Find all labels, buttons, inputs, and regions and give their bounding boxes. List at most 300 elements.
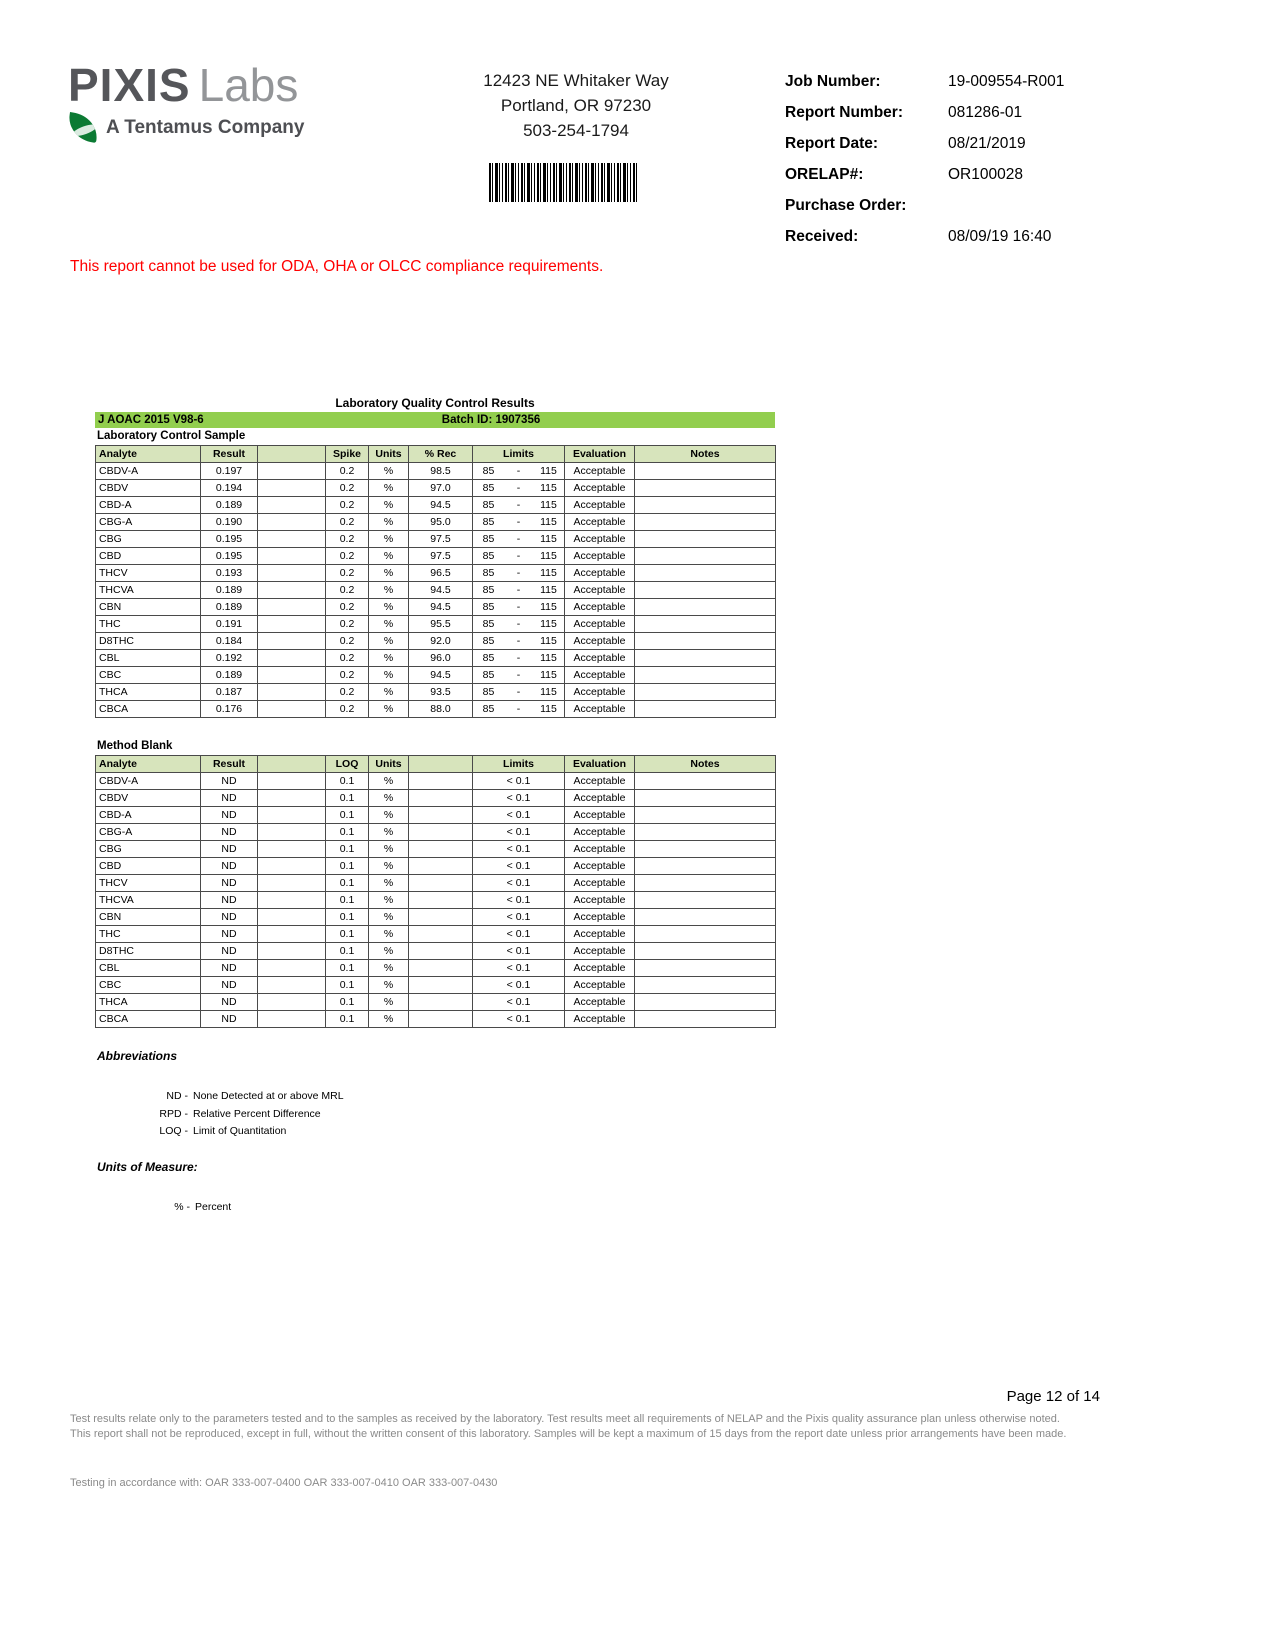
cell-result: 0.176	[201, 701, 258, 718]
cell-notes	[635, 824, 776, 841]
cell-limits: < 0.1	[473, 943, 565, 960]
cell-limits: 85 - 115	[473, 514, 565, 531]
lcs-table	[95, 445, 776, 718]
cell-rec: 95.5	[409, 616, 473, 633]
table-row	[96, 1011, 776, 1028]
cell-limits: < 0.1	[473, 960, 565, 977]
cell-analyte: CBDV-A	[96, 463, 201, 480]
field-purchase-order	[785, 190, 1205, 221]
cell-rec	[409, 960, 473, 977]
table-row	[96, 773, 776, 790]
cell-notes	[635, 701, 776, 718]
cell-evaluation: Acceptable	[565, 633, 635, 650]
cell-blank	[258, 565, 326, 582]
cell-limits: < 0.1	[473, 994, 565, 1011]
cell-result: ND	[201, 807, 258, 824]
cell-rec: 98.5	[409, 463, 473, 480]
field-label: Report Date:	[785, 135, 879, 152]
cell-blank	[258, 824, 326, 841]
cell-evaluation: Acceptable	[565, 824, 635, 841]
cell-analyte: CBD-A	[96, 497, 201, 514]
cell-notes	[635, 497, 776, 514]
field-job-number	[785, 66, 1205, 97]
cell-analyte: THCV	[96, 565, 201, 582]
cell-blank	[258, 582, 326, 599]
table-row	[96, 875, 776, 892]
cell-limits: 85 - 115	[473, 480, 565, 497]
cell-rec	[409, 943, 473, 960]
cell-blank	[258, 960, 326, 977]
cell-rec: 96.0	[409, 650, 473, 667]
cell-analyte: CBG-A	[96, 824, 201, 841]
mb-section-title: Method Blank	[97, 740, 173, 752]
cell-limits: < 0.1	[473, 790, 565, 807]
cell-units: %	[369, 701, 409, 718]
cell-evaluation: Acceptable	[565, 667, 635, 684]
cell-spike: 0.2	[326, 480, 369, 497]
table-row	[96, 994, 776, 1011]
cell-result: ND	[201, 773, 258, 790]
cell-loq: 0.1	[326, 858, 369, 875]
cell-analyte: CBN	[96, 909, 201, 926]
cell-rec: 94.5	[409, 582, 473, 599]
abbr-desc: Limit of Quantitation	[193, 1125, 287, 1137]
cell-evaluation: Acceptable	[565, 892, 635, 909]
cell-limits: < 0.1	[473, 977, 565, 994]
cell-analyte: THCV	[96, 875, 201, 892]
field-orelap	[785, 159, 1205, 190]
cell-loq: 0.1	[326, 994, 369, 1011]
table-row	[96, 514, 776, 531]
cell-spike: 0.2	[326, 599, 369, 616]
col-analyte: Analyte	[96, 446, 201, 463]
mb-header-row	[96, 756, 776, 773]
cell-limits: 85 - 115	[473, 616, 565, 633]
footer-disclaimer: Test results relate only to the parameters tested and to the samples as received by the laboratory. Test results meet all requirements of NELAP and the Pixis quality assurance plan unless otherwise noted. This report shall not be reproduced, except in full, without the written consent of this laboratory. Samples will be kept a maximum of 15 days from the report date unless prior arrangements have been made.	[70, 1413, 1067, 1440]
cell-loq: 0.1	[326, 824, 369, 841]
cell-rec	[409, 977, 473, 994]
mb-table	[95, 755, 776, 1028]
cell-evaluation: Acceptable	[565, 960, 635, 977]
cell-limits: 85 - 115	[473, 633, 565, 650]
cell-notes	[635, 480, 776, 497]
cell-result: ND	[201, 977, 258, 994]
uom-desc: Percent	[195, 1201, 232, 1213]
cell-evaluation: Acceptable	[565, 909, 635, 926]
cell-spike: 0.2	[326, 582, 369, 599]
cell-evaluation: Acceptable	[565, 480, 635, 497]
cell-rec	[409, 841, 473, 858]
cell-units: %	[369, 582, 409, 599]
cell-blank	[258, 892, 326, 909]
cell-blank	[258, 616, 326, 633]
cell-units: %	[369, 790, 409, 807]
batch-bar	[95, 412, 775, 428]
col-blank	[409, 756, 473, 773]
cell-loq: 0.1	[326, 909, 369, 926]
cell-limits: 85 - 115	[473, 599, 565, 616]
col-units: Units	[369, 756, 409, 773]
cell-spike: 0.2	[326, 565, 369, 582]
cell-analyte: CBDV	[96, 480, 201, 497]
cell-units: %	[369, 650, 409, 667]
table-row	[96, 909, 776, 926]
cell-notes	[635, 463, 776, 480]
cell-blank	[258, 943, 326, 960]
cell-result: ND	[201, 960, 258, 977]
cell-limits: < 0.1	[473, 875, 565, 892]
cell-spike: 0.2	[326, 650, 369, 667]
cell-rec	[409, 858, 473, 875]
table-row	[96, 548, 776, 565]
batch-id: Batch ID: 1907356	[441, 414, 541, 426]
cell-units: %	[369, 926, 409, 943]
cell-notes	[635, 807, 776, 824]
field-label: Purchase Order:	[785, 197, 907, 214]
cell-analyte: CBC	[96, 667, 201, 684]
field-label: Job Number:	[785, 73, 881, 90]
field-value: 08/09/19 16:40	[948, 228, 1052, 245]
cell-limits: < 0.1	[473, 773, 565, 790]
col-notes: Notes	[635, 756, 776, 773]
col-evaluation: Evaluation	[565, 446, 635, 463]
cell-result: ND	[201, 994, 258, 1011]
cell-limits: 85 - 115	[473, 701, 565, 718]
cell-analyte: CBCA	[96, 1011, 201, 1028]
abbr-loq	[150, 1123, 344, 1141]
cell-evaluation: Acceptable	[565, 599, 635, 616]
table-row	[96, 684, 776, 701]
col-blank	[258, 446, 326, 463]
table-row	[96, 463, 776, 480]
cell-units: %	[369, 773, 409, 790]
cell-result: 0.187	[201, 684, 258, 701]
abbr-key: ND -	[166, 1090, 188, 1102]
cell-evaluation: Acceptable	[565, 616, 635, 633]
table-row	[96, 599, 776, 616]
field-received	[785, 221, 1205, 252]
cell-notes	[635, 892, 776, 909]
cell-blank	[258, 701, 326, 718]
cell-units: %	[369, 548, 409, 565]
cell-rec: 95.0	[409, 514, 473, 531]
cell-evaluation: Acceptable	[565, 463, 635, 480]
cell-blank	[258, 599, 326, 616]
field-value: OR100028	[948, 166, 1023, 183]
cell-analyte: D8THC	[96, 943, 201, 960]
col-blank	[258, 756, 326, 773]
cell-units: %	[369, 977, 409, 994]
logo-tagline: A Tentamus Company	[106, 116, 305, 138]
cell-spike: 0.2	[326, 667, 369, 684]
cell-result: ND	[201, 926, 258, 943]
cell-analyte: CBD	[96, 858, 201, 875]
cell-units: %	[369, 807, 409, 824]
cell-notes	[635, 994, 776, 1011]
cell-analyte: THC	[96, 616, 201, 633]
abbr-desc: None Detected at or above MRL	[193, 1090, 344, 1102]
cell-result: 0.195	[201, 531, 258, 548]
cell-loq: 0.1	[326, 977, 369, 994]
cell-analyte: CBN	[96, 599, 201, 616]
cell-limits: 85 - 115	[473, 667, 565, 684]
cell-analyte: THCA	[96, 994, 201, 1011]
cell-units: %	[369, 531, 409, 548]
cell-notes	[635, 875, 776, 892]
cell-notes	[635, 667, 776, 684]
cell-analyte: CBC	[96, 977, 201, 994]
cell-units: %	[369, 875, 409, 892]
cell-notes	[635, 960, 776, 977]
cell-loq: 0.1	[326, 875, 369, 892]
cell-rec: 92.0	[409, 633, 473, 650]
table-row	[96, 858, 776, 875]
cell-rec	[409, 807, 473, 824]
cell-analyte: CBD	[96, 548, 201, 565]
table-row	[96, 582, 776, 599]
cell-notes	[635, 599, 776, 616]
cell-blank	[258, 977, 326, 994]
col-units: Units	[369, 446, 409, 463]
report-info	[785, 66, 1205, 252]
uom-key: % -	[174, 1201, 190, 1213]
cell-evaluation: Acceptable	[565, 926, 635, 943]
cell-loq: 0.1	[326, 773, 369, 790]
abbr-key: RPD -	[159, 1107, 188, 1120]
cell-rec	[409, 926, 473, 943]
cell-spike: 0.2	[326, 531, 369, 548]
cell-analyte: CBL	[96, 650, 201, 667]
abbreviations-title: Abbreviations	[97, 1049, 178, 1063]
cell-blank	[258, 926, 326, 943]
cell-rec	[409, 824, 473, 841]
table-row	[96, 616, 776, 633]
cell-blank	[258, 667, 326, 684]
table-row	[96, 790, 776, 807]
cell-loq: 0.1	[326, 960, 369, 977]
cell-evaluation: Acceptable	[565, 684, 635, 701]
cell-loq: 0.1	[326, 807, 369, 824]
cell-evaluation: Acceptable	[565, 1011, 635, 1028]
cell-loq: 0.1	[326, 841, 369, 858]
table-row	[96, 531, 776, 548]
cell-notes	[635, 531, 776, 548]
col-limits: Limits	[473, 446, 565, 463]
cell-evaluation: Acceptable	[565, 807, 635, 824]
cell-notes	[635, 909, 776, 926]
table-row	[96, 497, 776, 514]
cell-rec	[409, 892, 473, 909]
cell-rec: 88.0	[409, 701, 473, 718]
col-notes: Notes	[635, 446, 776, 463]
cell-evaluation: Acceptable	[565, 858, 635, 875]
company-logo	[68, 58, 304, 141]
cell-result: ND	[201, 858, 258, 875]
cell-result: 0.191	[201, 616, 258, 633]
cell-result: ND	[201, 909, 258, 926]
cell-analyte: THC	[96, 926, 201, 943]
cell-blank	[258, 1011, 326, 1028]
cell-evaluation: Acceptable	[565, 565, 635, 582]
cell-notes	[635, 514, 776, 531]
cell-units: %	[369, 565, 409, 582]
lab-address	[431, 68, 721, 143]
address-street: 12423 NE Whitaker Way	[483, 71, 669, 90]
cell-blank	[258, 633, 326, 650]
page-number: Page 12 of 14	[1006, 1388, 1100, 1405]
cell-units: %	[369, 1011, 409, 1028]
cell-analyte: THCA	[96, 684, 201, 701]
cell-limits: < 0.1	[473, 892, 565, 909]
abbr-desc: Relative Percent Difference	[193, 1107, 321, 1120]
cell-units: %	[369, 684, 409, 701]
cell-analyte: CBCA	[96, 701, 201, 718]
col-result: Result	[201, 446, 258, 463]
cell-loq: 0.1	[326, 1011, 369, 1028]
cell-limits: 85 - 115	[473, 565, 565, 582]
cell-evaluation: Acceptable	[565, 875, 635, 892]
compliance-notice: This report cannot be used for ODA, OHA or OLCC compliance requirements.	[70, 258, 604, 275]
cell-blank	[258, 773, 326, 790]
lcs-header-row	[96, 446, 776, 463]
cell-result: 0.189	[201, 667, 258, 684]
cell-evaluation: Acceptable	[565, 582, 635, 599]
cell-spike: 0.2	[326, 684, 369, 701]
cell-result: ND	[201, 824, 258, 841]
cell-result: 0.189	[201, 599, 258, 616]
cell-rec	[409, 790, 473, 807]
cell-rec: 93.5	[409, 684, 473, 701]
col-rec: % Rec	[409, 446, 473, 463]
cell-limits: 85 - 115	[473, 548, 565, 565]
cell-units: %	[369, 514, 409, 531]
cell-evaluation: Acceptable	[565, 977, 635, 994]
cell-loq: 0.1	[326, 790, 369, 807]
col-loq: LOQ	[326, 756, 369, 773]
cell-units: %	[369, 497, 409, 514]
cell-evaluation: Acceptable	[565, 514, 635, 531]
table-row	[96, 943, 776, 960]
field-label: Received:	[785, 228, 859, 245]
cell-evaluation: Acceptable	[565, 497, 635, 514]
col-evaluation: Evaluation	[565, 756, 635, 773]
cell-spike: 0.2	[326, 514, 369, 531]
cell-result: ND	[201, 875, 258, 892]
cell-limits: 85 - 115	[473, 582, 565, 599]
cell-notes	[635, 790, 776, 807]
table-row	[96, 926, 776, 943]
cell-units: %	[369, 909, 409, 926]
cell-rec: 97.0	[409, 480, 473, 497]
cell-blank	[258, 909, 326, 926]
cell-blank	[258, 994, 326, 1011]
cell-notes	[635, 943, 776, 960]
units-of-measure-title: Units of Measure:	[97, 1160, 198, 1174]
cell-evaluation: Acceptable	[565, 548, 635, 565]
cell-blank	[258, 858, 326, 875]
cell-limits: 85 - 115	[473, 684, 565, 701]
table-row	[96, 480, 776, 497]
cell-spike: 0.2	[326, 616, 369, 633]
cell-notes	[635, 1011, 776, 1028]
cell-notes	[635, 565, 776, 582]
cell-notes	[635, 858, 776, 875]
cell-analyte: CBG-A	[96, 514, 201, 531]
cell-rec: 94.5	[409, 599, 473, 616]
cell-spike: 0.2	[326, 463, 369, 480]
cell-result: 0.193	[201, 565, 258, 582]
cell-blank	[258, 684, 326, 701]
cell-evaluation: Acceptable	[565, 790, 635, 807]
lcs-section-title: Laboratory Control Sample	[97, 430, 246, 442]
cell-rec	[409, 909, 473, 926]
cell-units: %	[369, 463, 409, 480]
cell-limits: < 0.1	[473, 807, 565, 824]
cell-rec: 96.5	[409, 565, 473, 582]
cell-loq: 0.1	[326, 926, 369, 943]
cell-units: %	[369, 616, 409, 633]
cell-limits: < 0.1	[473, 909, 565, 926]
cell-units: %	[369, 892, 409, 909]
cell-analyte: CBDV-A	[96, 773, 201, 790]
cell-analyte: CBDV	[96, 790, 201, 807]
cell-analyte: CBL	[96, 960, 201, 977]
cell-rec	[409, 1011, 473, 1028]
cell-blank	[258, 463, 326, 480]
cell-rec: 97.5	[409, 548, 473, 565]
cell-analyte: CBD-A	[96, 807, 201, 824]
cell-analyte: THCVA	[96, 892, 201, 909]
cell-notes	[635, 977, 776, 994]
abbr-key: LOQ -	[159, 1125, 188, 1137]
cell-analyte: CBG	[96, 531, 201, 548]
cell-analyte: THCVA	[96, 582, 201, 599]
cell-result: 0.195	[201, 548, 258, 565]
cell-rec	[409, 773, 473, 790]
cell-loq: 0.1	[326, 943, 369, 960]
cell-units: %	[369, 667, 409, 684]
cell-notes	[635, 582, 776, 599]
field-value: 19-009554-R001	[948, 73, 1065, 90]
cell-limits: 85 - 115	[473, 531, 565, 548]
cell-evaluation: Acceptable	[565, 650, 635, 667]
address-phone: 503-254-1794	[523, 121, 629, 140]
cell-evaluation: Acceptable	[565, 841, 635, 858]
table-row	[96, 633, 776, 650]
cell-blank	[258, 497, 326, 514]
cell-result: ND	[201, 892, 258, 909]
cell-units: %	[369, 858, 409, 875]
cell-evaluation: Acceptable	[565, 943, 635, 960]
table-row	[96, 701, 776, 718]
cell-result: 0.194	[201, 480, 258, 497]
cell-analyte: CBG	[96, 841, 201, 858]
table-row	[96, 565, 776, 582]
cell-limits: 85 - 115	[473, 463, 565, 480]
field-report-date	[785, 128, 1205, 159]
logo-pixis-text: PIXIS	[68, 59, 191, 111]
method-name: J AOAC 2015 V98-6	[98, 414, 204, 426]
cell-notes	[635, 926, 776, 943]
cell-limits: < 0.1	[473, 824, 565, 841]
cell-result: ND	[201, 1011, 258, 1028]
field-value: 081286-01	[948, 104, 1023, 121]
field-value: 08/21/2019	[948, 135, 1026, 152]
cell-limits: 85 - 115	[473, 497, 565, 514]
cell-notes	[635, 684, 776, 701]
cell-result: 0.189	[201, 582, 258, 599]
cell-units: %	[369, 633, 409, 650]
